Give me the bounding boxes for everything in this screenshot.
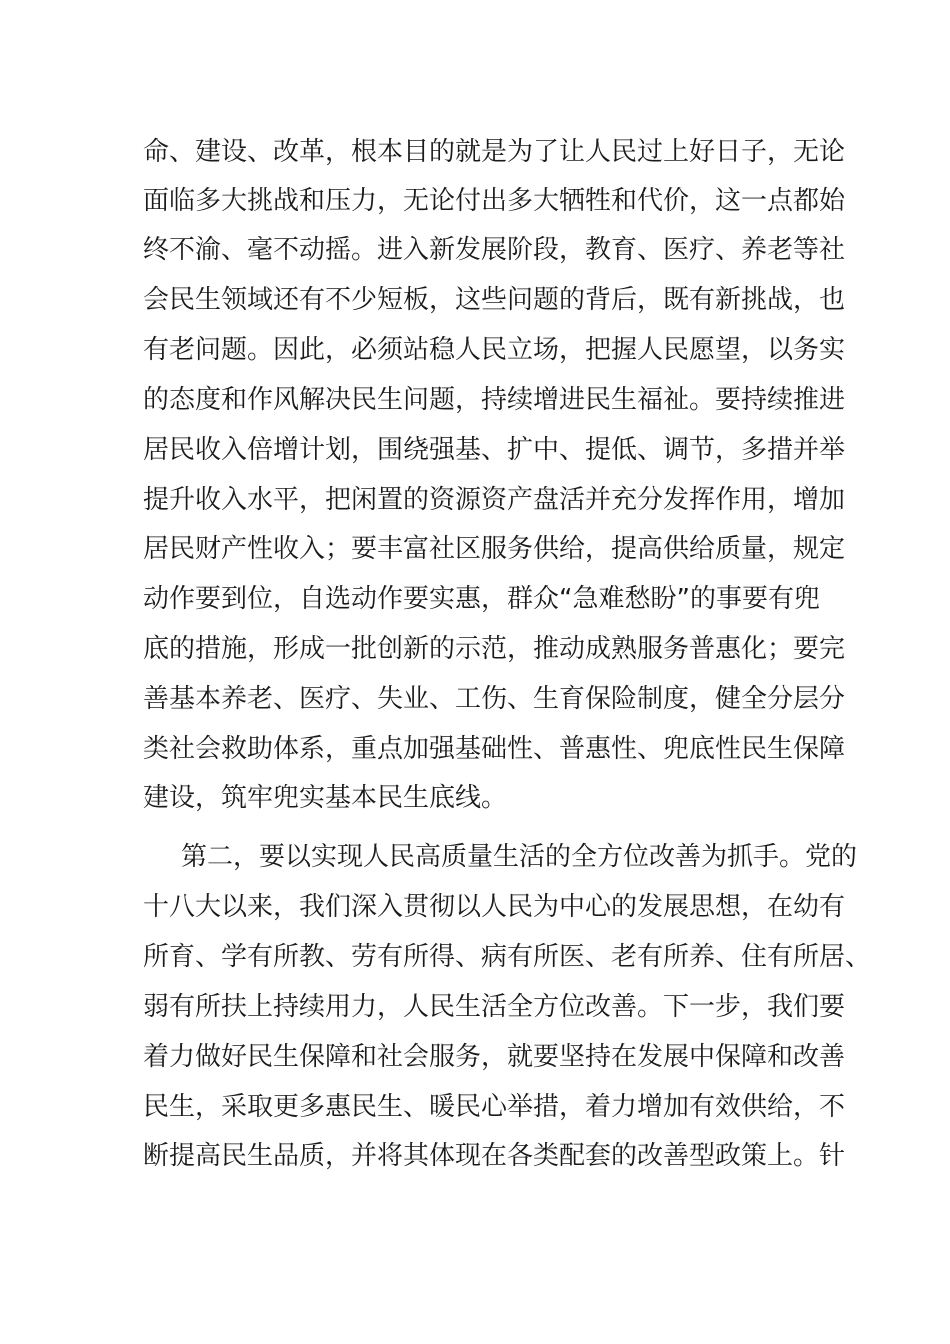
paragraph-1-line: 提升收入水平，把闲置的资源资产盘活并充分发挥作用，增加 [143, 485, 846, 515]
paragraph-1-line: 动作要到位，自选动作要实惠，群众“急难愁盼”的事要有兜 [143, 584, 820, 614]
paragraph-1-line: 善基本养老、医疗、失业、工伤、生育保险制度，健全分层分 [143, 684, 846, 714]
paragraph-1-line: 会民生领域还有不少短板，这些问题的背后，既有新挑战，也 [143, 285, 846, 315]
paragraph-1-line: 面临多大挑战和压力，无论付出多大牺牲和代价，这一点都始 [143, 186, 846, 216]
paragraph-1-line: 终不渝、毫不动摇。进入新发展阶段，教育、医疗、养老等社 [143, 235, 846, 265]
paragraph-1-line: 的态度和作风解决民生问题，持续增进民生福祉。要持续推进 [143, 385, 846, 415]
paragraph-1-line: 命、建设、改革，根本目的就是为了让人民过上好日子，无论 [143, 137, 846, 167]
paragraph-1-line: 居民收入倍增计划，围绕强基、扩中、提低、调节，多措并举 [143, 435, 846, 465]
paragraph-2-line: 断提高民生品质，并将其体现在各类配套的改善型政策上。针 [143, 1141, 846, 1171]
paragraph-1-line: 建设，筑牢兜实基本民生底线。 [143, 783, 508, 813]
paragraph-1-line: 类社会救助体系，重点加强基础性、普惠性、兜底性民生保障 [143, 734, 846, 764]
paragraph-2-line: 第二，要以实现人民高质量生活的全方位改善为抓手。党的 [181, 842, 858, 872]
paragraph-2-line: 所育、学有所教、劳有所得、病有所医、老有所养、住有所居、 [143, 942, 872, 972]
paragraph-2-line: 弱有所扶上持续用力，人民生活全方位改善。下一步，我们要 [143, 992, 846, 1022]
paragraph-2-line: 着力做好民生保障和社会服务，就要坚持在发展中保障和改善 [143, 1042, 846, 1072]
paragraph-1-line: 居民财产性收入；要丰富社区服务供给，提高供给质量，规定 [143, 534, 846, 564]
paragraph-1-line: 有老问题。因此，必须站稳人民立场，把握人民愿望，以务实 [143, 335, 846, 365]
paragraph-1-line: 底的措施，形成一批创新的示范，推动成熟服务普惠化；要完 [143, 634, 846, 664]
paragraph-2-line: 十八大以来，我们深入贯彻以人民为中心的发展思想，在幼有 [143, 892, 846, 922]
paragraph-2-line: 民生，采取更多惠民生、暖民心举措，着力增加有效供给，不 [143, 1092, 846, 1122]
